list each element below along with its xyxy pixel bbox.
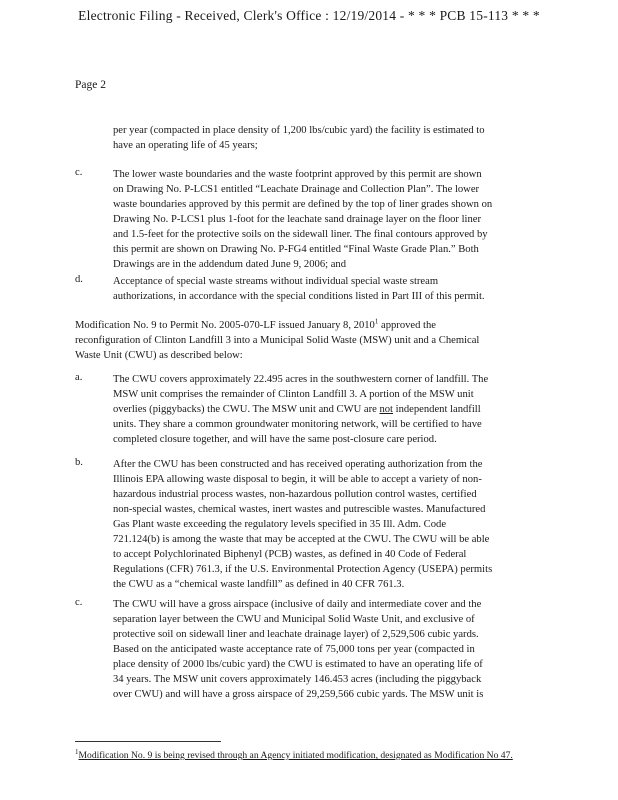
text-line: separation layer between the CWU and Municipal Solid Waste Unit, and exclusive of bbox=[113, 614, 475, 625]
text-line: have an operating life of 45 years; bbox=[113, 140, 258, 151]
text-line: Waste Unit (CWU) as described below: bbox=[75, 350, 243, 361]
text-line: place density of 2000 lbs/cubic yard) the CWU is estimated to have an operating life of bbox=[113, 659, 483, 670]
text-line: reconfiguration of Clinton Landfill 3 into a Municipal Solid Waste (MSW) unit and a Chemical bbox=[75, 335, 480, 346]
text-line: MSW unit comprises the remainder of Clinton Landfill 3. A portion of the MSW unit bbox=[113, 389, 474, 400]
text-line: to accept Polychlorinated Biphenyl (PCB) wastes, as defined in 40 Code of Federal bbox=[113, 549, 467, 560]
continuation-paragraph bbox=[113, 123, 485, 153]
text-line: over CWU) and will have a gross airspace of 29,259,566 cubic yards. The MSW unit is bbox=[113, 689, 484, 700]
text-line: Illinois EPA allowing waste disposal to begin, it will be able to accept a variety of non- bbox=[113, 474, 482, 485]
text-line: The CWU will have a gross airspace (inclusive of daily and intermediate cover and the bbox=[113, 599, 482, 610]
text-line: Drawing No. P-LCS1 plus 1-foot for the leachate sand drainage layer on the floor liner bbox=[113, 214, 482, 225]
text-line: Gas Plant waste exceeding the regulatory levels specified in 35 Ill. Adm. Code bbox=[113, 519, 447, 530]
text-line: protective soil on sidewall liner and leachate drainage layer) of 2,529,506 cubic yards. bbox=[113, 629, 479, 640]
modification-text-end: approved the bbox=[378, 320, 436, 331]
text-line: units. They share a common groundwater monitoring network, will be certified to have bbox=[113, 419, 482, 430]
footnote-marker: 1 bbox=[75, 747, 79, 756]
item-b-cwu-wastes bbox=[113, 457, 492, 592]
footnote-ref: 1 bbox=[374, 317, 379, 326]
item-c-cwu-airspace bbox=[113, 597, 483, 702]
text-line: 721.124(b) is among the waste that may be accepted at the CWU. The CWU will be able bbox=[113, 534, 490, 545]
modification-paragraph bbox=[75, 318, 479, 363]
text-line: The lower waste boundaries and the waste footprint approved by this permit are shown bbox=[113, 169, 482, 180]
item-marker: d. bbox=[75, 274, 83, 285]
text-line: 34 years. The MSW unit covers approximately 146.453 acres (including the piggyback bbox=[113, 674, 482, 685]
text-line bbox=[113, 402, 488, 417]
text-line: per year (compacted in place density of 1,200 lbs/cubic yard) the facility is estimated to bbox=[113, 125, 485, 136]
text-line: waste boundaries approved by this permit are defined by the top of liner grades shown on bbox=[113, 199, 493, 210]
text-line: non-special wastes, chemical wastes, inert wastes and putrescible wastes. Manufactured bbox=[113, 504, 486, 515]
modification-text: Modification No. 9 to Permit No. 2005-070-LF issued January 8, 2010 bbox=[75, 320, 375, 331]
text-line: on Drawing No. P-LCS1 entitled “Leachate Drainage and Collection Plan”. The lower bbox=[113, 184, 480, 195]
item-d-special-waste bbox=[113, 274, 485, 304]
text-line: Acceptance of special waste streams without individual special waste stream bbox=[113, 276, 439, 287]
item-marker: a. bbox=[75, 372, 83, 383]
filing-header: Electronic Filing - Received, Clerk's Office : 12/19/2014 - * * * PCB 15-113 * * * bbox=[78, 8, 540, 23]
page-number: Page 2 bbox=[75, 79, 106, 91]
text-line: The CWU covers approximately 22.495 acres in the southwestern corner of landfill. The bbox=[113, 374, 489, 385]
text-line bbox=[75, 318, 479, 333]
footnote-divider bbox=[75, 741, 221, 742]
text-line: hazardous industrial process wastes, non-hazardous pollution control wastes, certified bbox=[113, 489, 477, 500]
text-line: Based on the anticipated waste acceptance rate of 75,000 tons per year (compacted in bbox=[113, 644, 475, 655]
text-line: the CWU as a “chemical waste landfill” as defined in 40 CFR 761.3. bbox=[113, 579, 405, 590]
text-segment: independent landfill bbox=[393, 404, 481, 415]
item-marker: c. bbox=[75, 167, 83, 178]
item-marker: b. bbox=[75, 457, 83, 468]
text-line: authorizations, in accordance with the special conditions listed in Part III of this permit. bbox=[113, 291, 485, 302]
text-line: and 1.5-feet for the protective soils on the sidewall liner. The final contours approved by bbox=[113, 229, 488, 240]
item-a-cwu-area bbox=[113, 372, 488, 447]
text-line: After the CWU has been constructed and has received operating authorization from the bbox=[113, 459, 483, 470]
text-line: Regulations (CFR) 761.3, if the U.S. Environmental Protection Agency (USEPA) permits bbox=[113, 564, 493, 575]
item-marker: c. bbox=[75, 597, 83, 608]
item-c-permit-boundaries bbox=[113, 167, 492, 272]
text-line: Drawings are in the addendum dated June 9, 2006; and bbox=[113, 259, 347, 270]
text-line: completed closure together, and will have the same post-closure care period. bbox=[113, 434, 437, 445]
text-line: this permit are shown on Drawing No. P-FG4 entitled “Final Waste Grade Plan.” Both bbox=[113, 244, 479, 255]
footnote-text: Modification No. 9 is being revised through an Agency initiated modification, designated as Modification No 47. bbox=[78, 750, 513, 761]
footnote bbox=[75, 747, 513, 761]
text-segment: overlies (piggybacks) the CWU. The MSW unit and CWU are bbox=[113, 404, 380, 415]
emphasis-not: not bbox=[379, 404, 393, 415]
